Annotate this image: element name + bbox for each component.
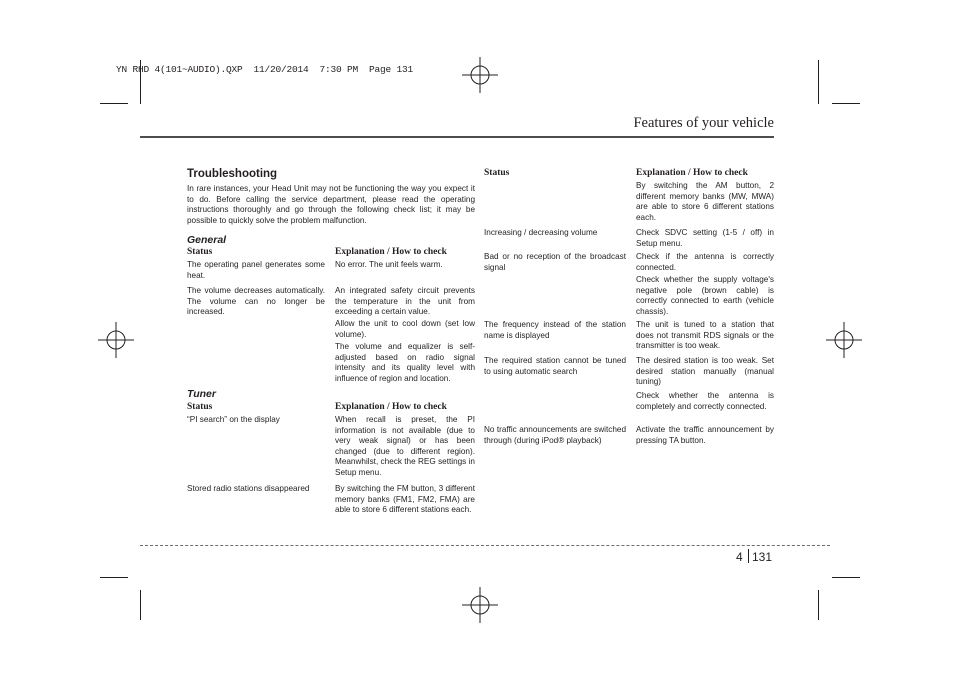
tuner-status-header: Status [187, 402, 213, 412]
continued-explanation-header: Explanation / How to check [636, 168, 748, 178]
continued-row-2-explanation: Check SDVC setting (1-5 / off) in Setup menu. [636, 228, 774, 248]
general-row-1-status: The operating panel generates some heat. [187, 260, 325, 280]
chapter-number: 4 [736, 550, 743, 564]
continued-row-5-explanation: The desired station is too weak. Set desired station manually (manual tuning) [636, 356, 774, 386]
continued-row-3-explanation: Check whether the supply voltage's negative pole (brown cable) is correctly connected to earth (vehicle chassis). [636, 275, 774, 316]
general-row-2-explanation: The volume and equalizer is self-adjusted based on radio signal intensity and its quality level with influence of region and location. [335, 342, 475, 383]
crop-mark [818, 60, 819, 104]
section-intro: In rare instances, your Head Unit may not be functioning the way you expect it to do. Before calling the service department, please read the operating instructions thoroughly and go through the following check list; it may be possible to quickly solve the problem malfunction. [187, 184, 475, 225]
general-row-1-explanation: No error. The unit feels warm. [335, 260, 443, 269]
continued-status-header: Status [484, 168, 510, 178]
print-slug: YN RHD 4(101~AUDIO).QXP 11/20/2014 7:30 PM Page 131 [116, 64, 414, 75]
continued-row-5-status: The required station cannot be tuned to using automatic search [484, 356, 626, 376]
tuner-row-1-status: “PI search” on the display [187, 415, 280, 424]
crop-mark [100, 103, 128, 104]
tuner-row-2-status: Stored radio stations disappeared [187, 484, 310, 493]
continued-row-5-explanation: Check whether the antenna is completely and correctly connected. [636, 391, 774, 411]
registration-mark-left [96, 320, 136, 360]
continued-row-3-explanation: Check if the antenna is correctly connected. [636, 252, 774, 272]
continued-row-2-status: Increasing / decreasing volume [484, 228, 598, 237]
continued-row-4-status: The frequency instead of the station name is displayed [484, 320, 626, 340]
footer-rule [140, 545, 830, 546]
general-row-2-explanation: An integrated safety circuit prevents the temperature in the unit from exceeding a certain value. [335, 286, 475, 316]
tuner-explanation-header: Explanation / How to check [335, 402, 447, 412]
crop-mark [140, 590, 141, 620]
general-row-2-status: The volume decreases automatically. The volume can no longer be increased. [187, 286, 325, 316]
general-heading: General [187, 234, 227, 246]
crop-mark [832, 577, 860, 578]
running-head: Features of your vehicle [633, 115, 774, 131]
tuner-row-2-explanation: By switching the FM button, 3 different memory banks (FM1, FM2, FMA) are able to store 6 different stations each. [335, 484, 475, 514]
header-rule [140, 136, 774, 138]
continued-row-6-explanation: Activate the traffic announcement by pressing TA button. [636, 425, 774, 445]
crop-mark [818, 590, 819, 620]
page-number: 131 [752, 550, 773, 564]
section-title: Troubleshooting [187, 168, 278, 180]
continued-row-3-status: Bad or no reception of the broadcast signal [484, 252, 626, 272]
registration-mark-top [460, 55, 500, 95]
continued-row-6-status: No traffic announcements are switched through (during iPod® playback) [484, 425, 626, 445]
general-row-2-explanation: Allow the unit to cool down (set low volume). [335, 319, 475, 339]
continued-row-1-explanation: By switching the AM button, 2 different memory banks (MW, MWA) are able to store 6 different stations each. [636, 181, 774, 222]
registration-mark-bottom [460, 585, 500, 625]
registration-mark-right [824, 320, 864, 360]
continued-row-4-explanation: The unit is tuned to a station that does not transmit RDS signals or the transmitter is too weak. [636, 320, 774, 350]
general-status-header: Status [187, 247, 213, 257]
tuner-row-1-explanation: When recall is preset, the PI information is not available (due to very weak signal) or has been changed (due to different region). Meanwhilst, check the REG settings in Setup menu. [335, 415, 475, 477]
general-explanation-header: Explanation / How to check [335, 247, 447, 257]
crop-mark [832, 103, 860, 104]
crop-mark [100, 577, 128, 578]
footer-separator [748, 549, 749, 563]
tuner-heading: Tuner [187, 388, 216, 400]
